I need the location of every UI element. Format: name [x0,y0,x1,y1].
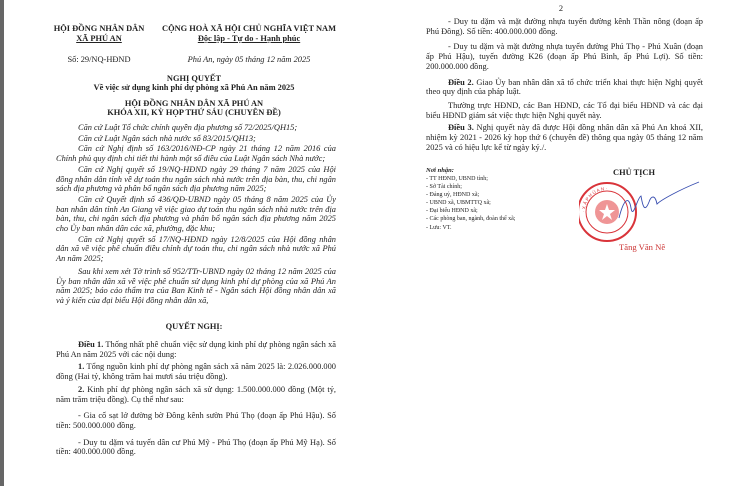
sub-item: - Duy tu dặm và mặt đường nhựa tuyến đường kênh Thần nông (đoạn ấp Phú Đông). Số tiền: 400.000.000 đồng. [426,17,703,36]
council-label: HỘI ĐỒNG NHÂN DÂN [53,24,145,33]
recipient-item: - TT HĐND, UBND tỉnh; [426,176,488,182]
item-text: Kinh phí dự phòng ngân sách xã sử dụng: 1.500.000.000 đồng (Một tỷ, năm trăm triệu đồng). Cụ thể như sau: [56,384,336,404]
page-number: 2 [558,4,564,13]
item-label: 1. [78,362,85,372]
recipient-item: - Lưu: VT. [426,224,452,231]
signer-title: CHỦ TỊCH [613,168,655,177]
council-name [44,24,154,43]
sub-item: - Duy tu dặm và mặt đường nhựa tuyến đường Phú Thọ - Phú Xuân (đoạn ấp Phú Hậu), tuyến đường K26 (đoạn ấp Phú Bình, ấp Phú Lợi). Số tiền: 200.000.000 đồng. [426,42,703,71]
legal-bases [56,123,336,306]
legal-basis: Căn cứ Nghị quyết số 19/NQ-HĐND ngày 29 tháng 7 năm 2025 của Hội đồng nhân dân tỉnh về dự toán thu ngân sách nhà nước trên địa bàn, thu, chi ngân sách địa phương và phân bổ ngân sách địa phương năm 2025; [56,164,336,194]
article-1 [56,340,336,457]
item-text: Tổng nguồn kinh phí dự phòng ngân sách xã năm 2025 là: 2.026.000.000 đồng (Hai tỷ, không trăm hai mươi sáu triệu đồng). [56,362,336,382]
motto-label: Độc lập - Tự do - Hạnh phúc [197,33,301,43]
page-2-body [426,17,703,152]
legal-basis: Căn cứ Nghị định số 163/2016/NĐ-CP ngày 21 tháng 12 năm 2016 của Chính phủ quy định chi tiết thi hành một số điều của Luật Ngân sách Nhà nước; [56,144,336,164]
stamp-icon [579,183,636,241]
decides-heading: QUYẾT NGHỊ: [165,322,223,331]
legal-basis: Căn cứ Quyết định số 436/QĐ-UBND ngày 05 tháng 8 năm 2025 của Ủy ban nhân dân tỉnh An Giang về việc giao dự toán thu ngân sách nhà nước trên địa bàn, thu, chi ngân sách địa phương và phân bổ ngân sách địa phương năm 2025 cho Ủy ban nhân dân các xã, phường, đặc khu; [56,194,336,234]
issuer-line-1: HỘI ĐỒNG NHÂN DÂN XÃ PHÚ AN [124,99,264,108]
recipient-item: - Đảng uỷ, HĐND xã; [426,192,480,199]
recipient-item: - Sở Tài chính; [426,184,462,191]
article-text: Thống nhất phê chuẩn việc sử dụng kinh phí dự phòng ngân sách xã Phú An năm 2025 với các nội dung: [56,340,336,359]
commune-label: XÃ PHÚ AN [76,33,122,43]
legal-basis: Căn cứ Nghị quyết số 17/NQ-HĐND ngày 12/8/2025 của Hội đồng nhân dân xã về việc phê chuẩn điều chỉnh dự toán thu, chi ngân sách nhà nước xã Phú An năm 2025; [56,234,336,264]
signer-name: Tăng Văn Nê [619,242,666,252]
article-text: Nghị quyết này đã được Hội đồng nhân dân xã Phú An khoá XII, nhiệm kỳ 2021 - 2026 kỳ họp thứ 6 (chuyên đề) thông qua ngày 05 tháng 12 năm 2025 và có hiệu lực kể từ ngày ký./. [426,123,704,152]
issuer-line-2: KHÓA XII, KỲ HỌP THỨ SÁU (CHUYÊN ĐỀ) [107,108,281,117]
page-2 [374,0,748,486]
article-label: Điều 2. [448,77,474,87]
legal-basis: Căn cứ Luật Ngân sách nhà nước số 83/2015/QH13; [78,133,256,143]
document-type: NGHỊ QUYẾT [166,74,222,83]
recipients-title: Nơi nhận: [426,167,454,174]
nation-label: CỘNG HOÀ XÃ HỘI CHỦ NGHĨA VIỆT NAM [162,24,336,33]
official-stamp-and-signature [579,178,709,250]
recipient-item: - Đại biểu HĐND xã; [426,208,478,215]
legal-basis: Sau khi xem xét Tờ trình số 952/TTr-UBND ngày 02 tháng 12 năm 2025 của Ủy ban nhân dân xã về việc phê chuẩn sử dụng kinh phí dự phòng của xã Phú An năm 2025; báo cáo thẩm tra của Ban Kinh tế - Ngân sách Hội đồng nhân dân xã và ý kiến của đại biểu Hội đồng nhân dân xã, [56,266,336,305]
article-label: Điều 1. [78,340,104,349]
recipients-block [426,167,566,232]
svg-text:· X Ã P H Ú A N ·: · X Ã P H Ú A N · [580,185,608,213]
supervision-text: Thường trực HĐND, các Ban HĐND, các Tổ đại biểu HĐND và các đại biểu HĐND giám sát việc thực hiện Nghị quyết này. [426,100,703,120]
legal-basis: Căn cứ Luật Tổ chức chính quyền địa phương số 72/2025/QH15; [78,123,298,132]
signature-icon [619,182,699,218]
sub-item: - Gia cố sạt lở đường bờ Đông kênh sườn Phú Thọ (đoạn ấp Phú Hậu). Số tiền: 500.000.000 đồng. [56,411,336,430]
national-header [154,24,344,43]
article-label: Điều 3. [448,123,474,133]
place-date: Phú An, ngày 05 tháng 12 năm 2025 [187,55,311,64]
sub-item: - Duy tu dặm vá tuyến dân cư Phú Mỹ - Phú Thọ (đoạn ấp Phú Mỹ Hạ). Số tiền: 400.000.000 đồng. [56,437,336,457]
page-1 [4,0,374,486]
document-number: Số: 29/NQ-HĐND [67,55,131,64]
article-text: Giao Ủy ban nhân dân xã tổ chức triển khai thực hiện Nghị quyết theo quy định của pháp luật. [426,77,704,97]
recipient-item: - UBND xã, UBMTTQ xã; [426,200,491,207]
recipient-item: - Các phòng ban, ngành, đoàn thể xã; [426,216,516,223]
item-label: 2. [78,384,85,394]
document-subject: Về việc sử dụng kinh phí dự phòng xã Phú An năm 2025 [93,83,295,92]
